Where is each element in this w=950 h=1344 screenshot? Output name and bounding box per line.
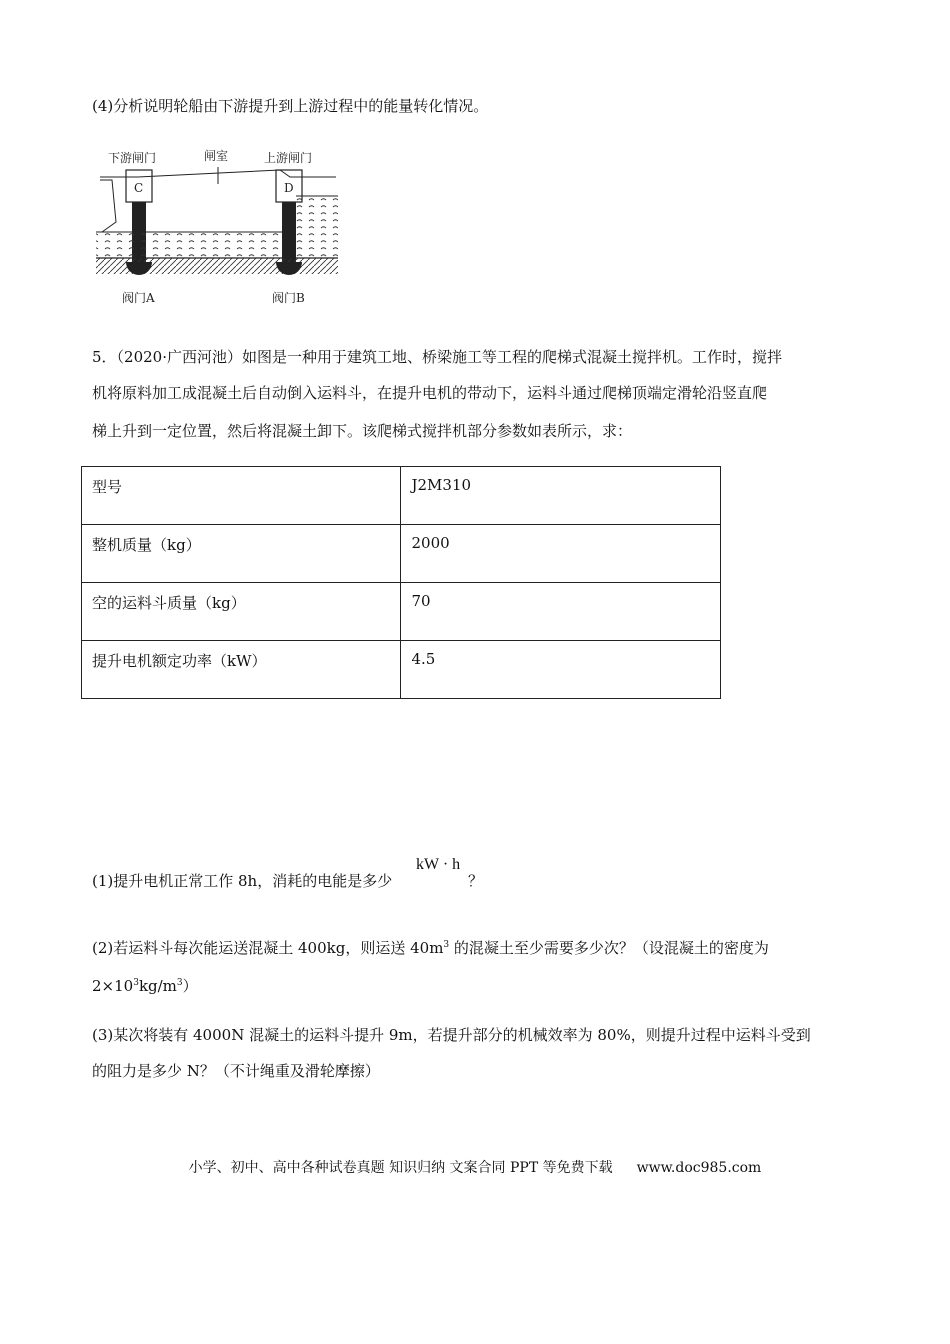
- table-cell-label: 提升电机额定功率（kW）: [82, 641, 401, 699]
- parameter-table: [81, 466, 721, 699]
- table-cell-value: 70: [401, 583, 721, 641]
- table-row: [82, 641, 721, 699]
- ship-lock-diagram: [92, 140, 342, 312]
- table-cell-value: 2000: [401, 525, 721, 583]
- sub1-end: ？: [468, 872, 484, 890]
- sub2-part2: 的混凝土至少需要多少次？（设混凝土的密度为: [449, 939, 769, 957]
- sub-question-3-line2: 的阻力是多少 N？（不计绳重及滑轮摩擦）: [92, 1062, 380, 1080]
- footer-text: 小学、初中、高中各种试卷真题 知识归纳 文案合同 PPT 等免费下载: [188, 1160, 613, 1176]
- page-footer: [0, 1157, 950, 1177]
- label-d: D: [284, 181, 294, 195]
- table-cell-label: 空的运料斗质量（kg）: [82, 583, 401, 641]
- table-cell-label: 型号: [82, 467, 401, 525]
- table-row: [82, 467, 721, 525]
- sub2-line2-a: 2×10: [92, 977, 134, 995]
- sub2-line2-b: kg/m: [138, 977, 177, 995]
- problem5-line1: 5．（2020·广西河池）如图是一种用于建筑工地、桥梁施工等工程的爬梯式混凝土搅拌机。工作时，搅拌: [92, 348, 782, 366]
- footer-url[interactable]: www.doc985.com: [636, 1160, 762, 1176]
- sub-question-2-line1: [92, 934, 769, 959]
- table-cell-value: 4.5: [401, 641, 721, 699]
- table-cell-label: 整机质量（kg）: [82, 525, 401, 583]
- label-c: C: [134, 181, 144, 195]
- sub1-unit: kW · h: [416, 856, 461, 873]
- sub-question-1: [92, 870, 392, 892]
- sub2-sup2: 3: [133, 978, 139, 988]
- problem5-line3: 梯上升到一定位置，然后将混凝土卸下。该爬梯式搅拌机部分参数如表所示，求：: [92, 422, 633, 440]
- sub1-text: (1)提升电机正常工作 8h，消耗的电能是多少: [92, 872, 393, 890]
- table-row: [82, 525, 721, 583]
- table-cell-value: J2M310: [401, 467, 721, 525]
- label-valve-b: 阀门B: [272, 291, 305, 305]
- sub2-part1: (2)若运料斗每次能运送混凝土 400kg，则运送 40m: [92, 939, 444, 957]
- sub-question-2-line2: [92, 972, 198, 997]
- table-row: [82, 583, 721, 641]
- label-down-gate: 下游闸门: [108, 151, 157, 165]
- sub2-sup1: 3: [443, 940, 450, 950]
- label-chamber: 闸室: [204, 149, 229, 163]
- sub2-sup3: 3: [176, 978, 183, 988]
- label-valve-a: 阀门A: [122, 291, 155, 305]
- label-up-gate: 上游闸门: [264, 151, 313, 165]
- sub2-line2-c: ）: [182, 977, 198, 995]
- problem5-line2: 机将原料加工成混凝土后自动倒入运料斗，在提升电机的带动下，运料斗通过爬梯顶端定滑轮沿竖直爬: [92, 384, 768, 402]
- question-4-text: (4)分析说明轮船由下游提升到上游过程中的能量转化情况。: [92, 97, 489, 115]
- sub-question-3-line1: (3)某次将装有 4000N 混凝土的运料斗提升 9m，若提升部分的机械效率为 80%，则提升过程中运料斗受到: [92, 1026, 811, 1044]
